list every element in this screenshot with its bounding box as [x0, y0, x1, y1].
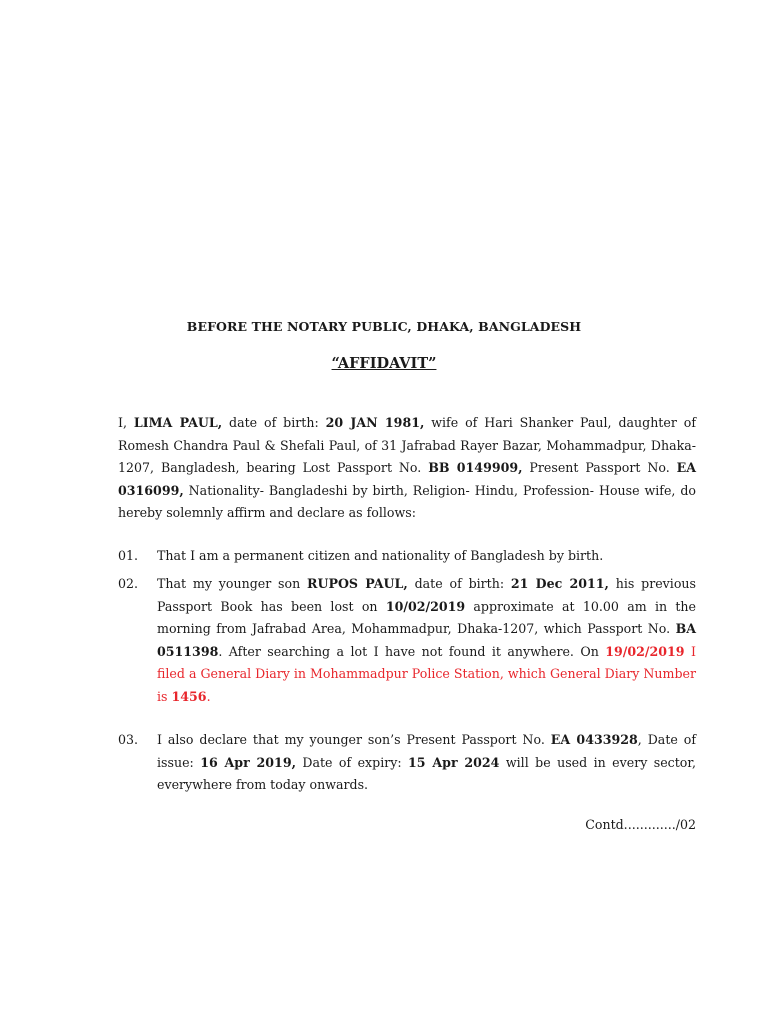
item-text-part: will be used in every sector, everywhere from today onwards. — [157, 754, 696, 793]
gd-date: 19/02/2019 — [605, 643, 685, 659]
item-text — [157, 729, 696, 797]
gd-text: . — [206, 688, 211, 704]
intro-text: date of birth: — [222, 415, 326, 430]
intro-text: Nationality- Bangladeshi by birth, Religion- Hindu, Profession- House wife, do hereby solemnly affirm and declare as follows: — [118, 482, 696, 521]
intro-text: Present Passport No. — [522, 460, 677, 476]
item-text — [157, 573, 696, 709]
lost-passport-number: BB 0149909, — [428, 460, 523, 476]
item-number: 01. — [118, 548, 139, 563]
item-number: 03. — [118, 732, 139, 747]
expiry-date: 15 Apr 2024 — [408, 754, 500, 770]
deponent-dob: 20 JAN 1981, — [325, 415, 425, 430]
continued-marker: Contd............./02 — [585, 817, 696, 832]
affidavit-title: “AFFIDAVIT” — [331, 355, 437, 372]
intro-paragraph — [118, 412, 696, 525]
item-text-part: , Date of issue: — [157, 732, 696, 770]
present-passport-number: EA 0433928 — [550, 732, 638, 747]
deponent-name: LIMA PAUL, — [133, 415, 223, 430]
item-text: That I am a permanent citizen and nationality of Bangladesh by birth. — [157, 548, 604, 563]
gd-number: 1456 — [171, 688, 207, 704]
son-name: RUPOS PAUL, — [307, 576, 408, 591]
intro-text: wife of Hari Shanker Paul, daughter of Romesh Chandra Paul & Shefali Paul, of 31 Jafrabad Rayer Bazar, Mohammadpur, Dhaka-1207, Bangladesh, bearing Lost Passport No. — [118, 415, 696, 476]
item-text-part: That my younger son — [157, 576, 308, 591]
item-text-part: date of birth: — [407, 576, 511, 591]
declaration-item — [118, 545, 696, 568]
declaration-item — [118, 573, 696, 709]
item-text-part: his previous Passport Book has been lost on — [157, 576, 696, 614]
issue-date: 16 Apr 2019, — [200, 754, 296, 770]
item-number: 02. — [118, 576, 139, 591]
gd-text: I filed a General Diary in Mohammadpur Police Station, which General Diary Number is — [157, 643, 696, 704]
present-passport-number: EA 0316099, — [118, 460, 696, 498]
son-dob: 21 Dec 2011, — [510, 576, 609, 591]
item-text-part: approximate at 10.00 am in the morning from Jafrabad Area, Mohammadpur, Dhaka-1207, which Passport No. — [157, 598, 696, 637]
item-text-part: I also declare that my younger son’s Present Passport No. — [157, 732, 551, 747]
lost-passport-number: BA 0511398 — [157, 621, 696, 659]
lost-date: 10/02/2019 — [385, 598, 466, 614]
item-text-part: . After searching a lot I have not found it anywhere. On — [218, 643, 606, 659]
declaration-item — [118, 729, 696, 797]
item-text-part: Date of expiry: — [295, 754, 409, 770]
intro-text: I, — [118, 415, 134, 430]
notary-heading: BEFORE THE NOTARY PUBLIC, DHAKA, BANGLADESH — [186, 319, 582, 334]
